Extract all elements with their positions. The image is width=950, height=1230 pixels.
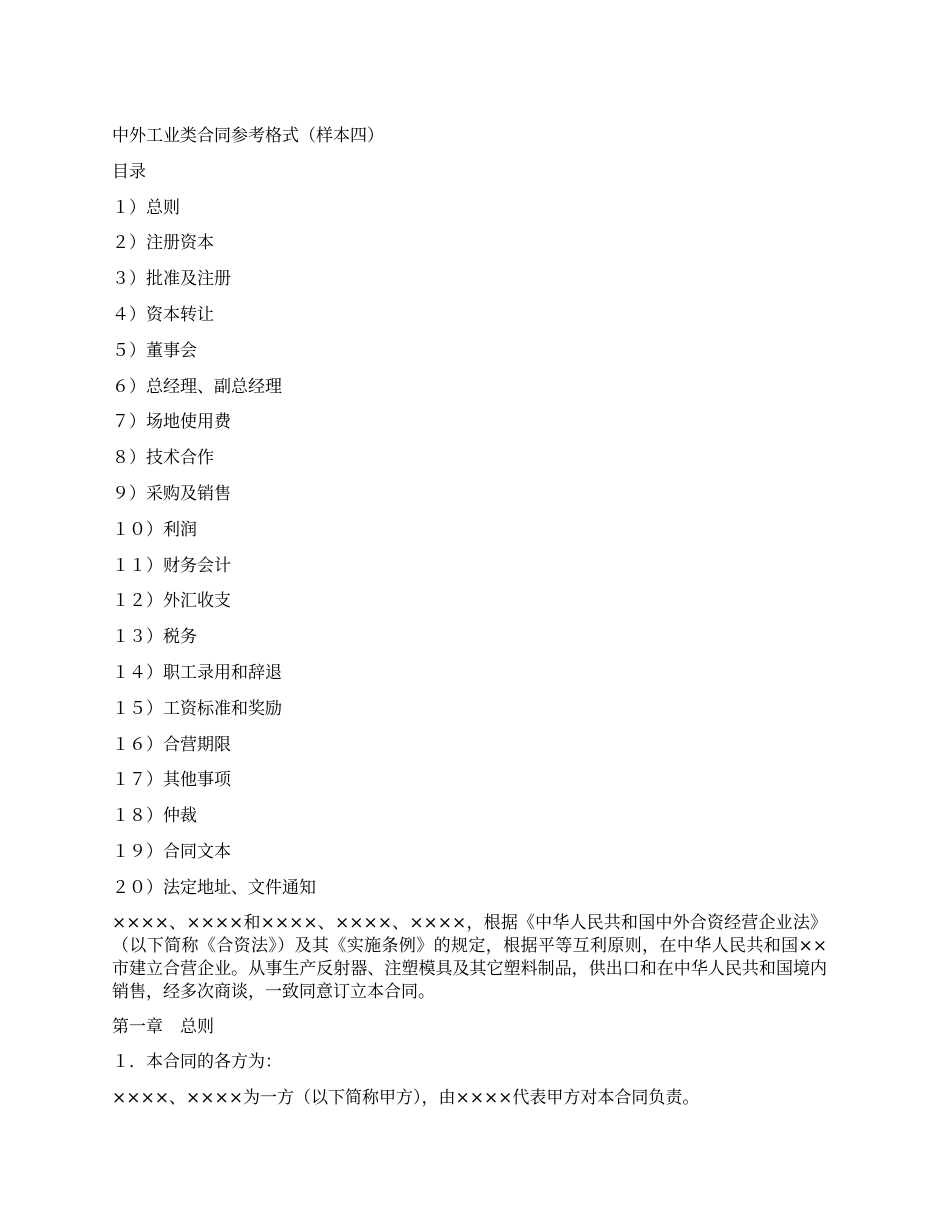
toc-item: １３）税务 — [112, 627, 197, 648]
toc-item: １７）其他事项 — [112, 770, 231, 791]
toc-item: ９）采购及销售 — [112, 483, 231, 504]
toc-item: １８）仲裁 — [112, 806, 197, 827]
toc-item: １）总则 — [112, 197, 180, 218]
chapter-heading: 第一章 总则 — [112, 1016, 214, 1037]
preamble-paragraph: ××××、××××和××××、××××、××××，根据《中华人民共和国中外合资经营企业法》（以下简称《合资法》）及其《实施条例》的规定，根据平等互利原则，在中华人民共和国××市建立合营企业。从事生产反射器、注塑模具及其它塑料制品，供出口和在中华人民共和国境内销售，经多次商谈，一致同意订立本合同。 — [112, 912, 827, 1002]
toc-heading: 目录 — [112, 161, 146, 182]
toc-item: ３）批准及注册 — [112, 269, 231, 290]
document-page — [112, 124, 827, 1122]
document-title: 中外工业类合同参考格式（样本四） — [112, 126, 384, 146]
toc-item: ８）技术合作 — [112, 448, 214, 469]
toc-item: １１）财务会计 — [112, 555, 231, 576]
toc-item: １４）职工录用和辞退 — [112, 662, 282, 683]
article-1: １．本合同的各方为： — [112, 1052, 282, 1073]
toc-item: １０）利润 — [112, 519, 197, 540]
toc-item: ７）场地使用费 — [112, 412, 231, 433]
toc-item: １９）合同文本 — [112, 841, 231, 862]
toc-item: １５）工资标准和奖励 — [112, 698, 282, 719]
table-of-contents — [112, 196, 827, 900]
toc-item: ４）资本转让 — [112, 304, 214, 325]
toc-item: １６）合营期限 — [112, 734, 231, 755]
party-a-paragraph: ××××、××××为一方（以下简称甲方），由××××代表甲方对本合同负责。 — [112, 1088, 700, 1109]
toc-item: ６）总经理、副总经理 — [112, 376, 282, 397]
toc-item: ２０）法定地址、文件通知 — [112, 877, 316, 898]
toc-item: １２）外汇收支 — [112, 591, 231, 612]
toc-item: ２）注册资本 — [112, 233, 214, 254]
toc-item: ５）董事会 — [112, 340, 197, 361]
